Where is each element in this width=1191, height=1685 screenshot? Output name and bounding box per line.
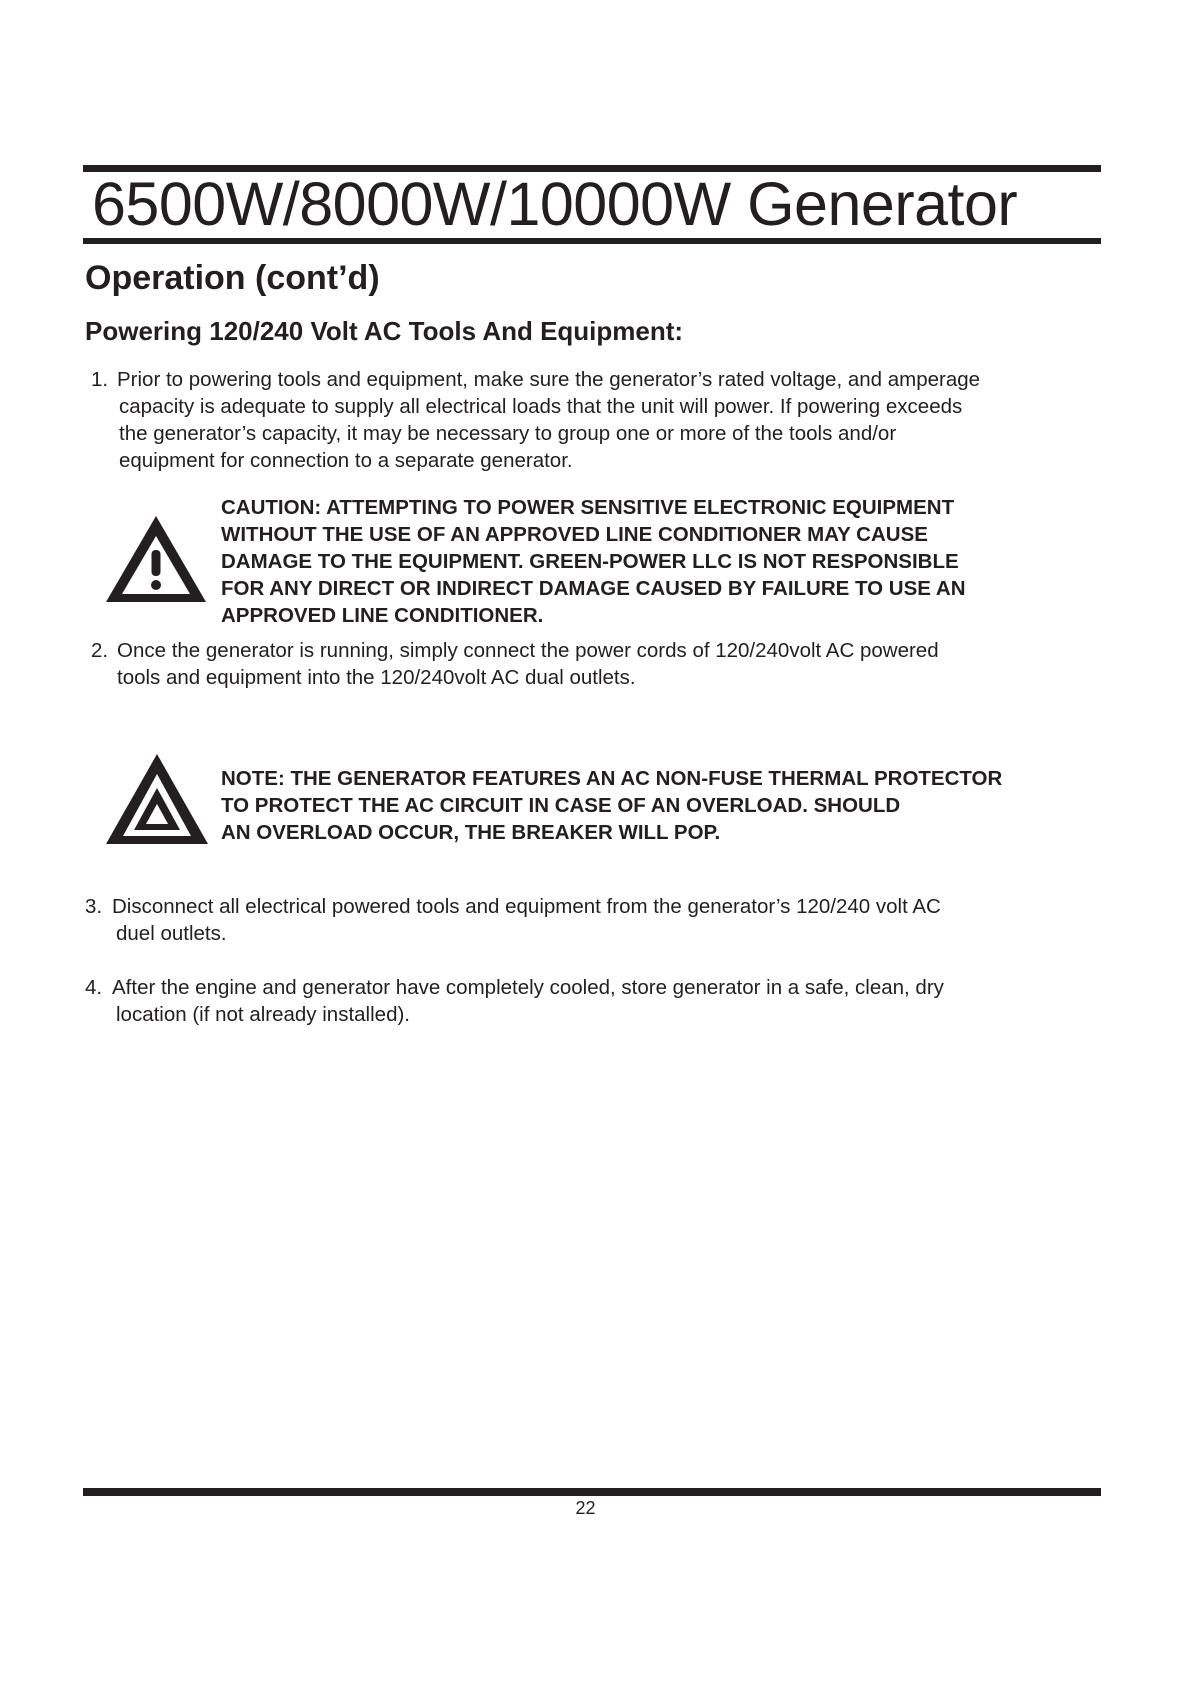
step-line: location (if not already installed). (116, 1003, 410, 1026)
caution-line: APPROVED LINE CONDITIONER. (221, 604, 544, 627)
caution-line: CAUTION: ATTEMPTING TO POWER SENSITIVE ELECTRONIC EQUIPMENT (221, 496, 955, 519)
step-number: 2. (91, 639, 109, 662)
step-line: duel outlets. (116, 922, 227, 945)
step-line: Once the generator is running, simply connect the power cords of 120/240volt AC powered (117, 639, 939, 662)
step-line: the generator’s capacity, it may be necessary to group one or more of the tools and/or (119, 422, 897, 445)
step-line: Disconnect all electrical powered tools and equipment from the generator’s 120/240 volt AC (112, 895, 941, 918)
caution-notice (221, 494, 966, 629)
step-text (112, 974, 944, 1028)
note-line: NOTE: THE GENERATOR FEATURES AN AC NON-FUSE THERMAL PROTECTOR (221, 767, 1003, 790)
page-number: 22 (575, 1498, 596, 1518)
step-line: After the engine and generator have completely cooled, store generator in a safe, clean, dry (112, 976, 944, 999)
footer-rule (83, 1488, 1101, 1496)
step-number: 4. (85, 976, 103, 999)
note-line: AN OVERLOAD OCCUR, THE BREAKER WILL POP. (221, 821, 721, 844)
warning-exclamation-triangle-icon (103, 512, 209, 606)
step-line: Prior to powering tools and equipment, make sure the generator’s rated voltage, and amperage (117, 368, 981, 391)
step-line: equipment for connection to a separate generator. (119, 449, 573, 472)
caution-line: FOR ANY DIRECT OR INDIRECT DAMAGE CAUSED BY FAILURE TO USE AN (221, 577, 966, 600)
caution-line: DAMAGE TO THE EQUIPMENT. GREEN-POWER LLC IS NOT RESPONSIBLE (221, 550, 959, 573)
step-number: 3. (85, 895, 103, 918)
note-notice (221, 765, 1002, 846)
document-title: 6500W/8000W/10000W Generator (92, 170, 1018, 238)
step-text (112, 893, 941, 947)
step-line: tools and equipment into the 120/240volt AC dual outlets. (117, 666, 636, 689)
caution-line: WITHOUT THE USE OF AN APPROVED LINE CONDITIONER MAY CAUSE (221, 523, 928, 546)
note-nested-triangle-icon (105, 752, 209, 846)
step-text (117, 637, 939, 691)
title-bottom-rule (83, 238, 1101, 244)
sub-heading: Powering 120/240 Volt AC Tools And Equipment: (85, 316, 684, 346)
section-heading: Operation (cont’d) (85, 259, 380, 297)
step-text (117, 366, 980, 474)
note-line: TO PROTECT THE AC CIRCUIT IN CASE OF AN OVERLOAD. SHOULD (221, 794, 901, 817)
step-line: capacity is adequate to supply all electrical loads that the unit will power. If powering exceeds (119, 395, 963, 418)
step-number: 1. (91, 368, 109, 391)
